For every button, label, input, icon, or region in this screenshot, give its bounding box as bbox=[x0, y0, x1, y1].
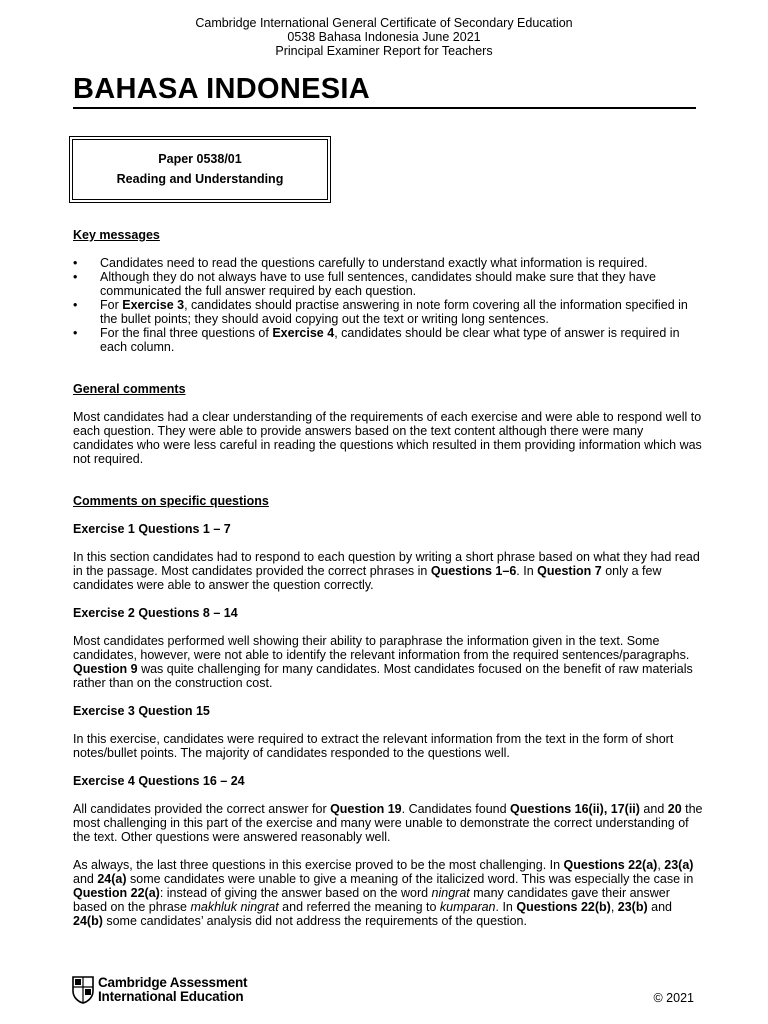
list-item bbox=[73, 326, 703, 354]
paper-name: Reading and Understanding bbox=[116, 172, 284, 186]
paper-code: Paper 0538/01 bbox=[158, 152, 242, 166]
exercise-3-heading: Exercise 3 Question 15 bbox=[73, 704, 210, 718]
bullet-icon: • bbox=[73, 298, 78, 312]
exercise-4-paragraph-2: As always, the last three questions in this exercise proved to be the most challenging. In Questions 22(a), 23(a) and 24(a) some candidates were unable to give a meaning of the italicized word. This was especially the case in Question 22(a): instead of giving the answer based on the word ningrat many candidates gave their answer based on the phrase makhluk ningrat and referred the meaning to kumparan. In Questions 22(b), 23(b) and 24(b) some candidates’ analysis did not address the requirements of the question. bbox=[73, 858, 694, 928]
key-messages-list bbox=[73, 256, 703, 354]
bullet-icon: • bbox=[73, 256, 78, 270]
cambridge-logo bbox=[72, 976, 272, 1006]
page-header bbox=[0, 16, 768, 58]
exercise-4-heading: Exercise 4 Questions 16 – 24 bbox=[73, 774, 245, 788]
header-line-2: 0538 Bahasa Indonesia June 2021 bbox=[287, 30, 481, 44]
bullet-text: Although they do not always have to use full sentences, candidates should make sure that they have communicated the full answer required by each question. bbox=[100, 270, 656, 298]
exercise-4-paragraph-1: All candidates provided the correct answer for Question 19. Candidates found Questions 16(ii), 17(ii) and 20 the most challenging in this part of the exercise and many were unable to demonstrate the correct understanding of the text. Other questions were answered reasonably well. bbox=[73, 802, 703, 844]
document-title: BAHASA INDONESIA bbox=[73, 72, 696, 109]
logo-line-2: International Education bbox=[98, 989, 244, 1004]
logo-wordmark bbox=[98, 976, 247, 1004]
bullet-text: For Exercise 3, candidates should practise answering in note form covering all the information specified in the bullet points; they should avoid copying out the text or writing long sentences. bbox=[100, 298, 688, 326]
specific-comments-heading: Comments on specific questions bbox=[73, 494, 269, 508]
list-item bbox=[73, 270, 703, 298]
general-comments-heading: General comments bbox=[73, 382, 186, 396]
list-item bbox=[73, 256, 703, 270]
exercise-1-heading: Exercise 1 Questions 1 – 7 bbox=[73, 522, 231, 536]
bullet-icon: • bbox=[73, 270, 78, 284]
report-body bbox=[73, 228, 703, 928]
exercise-2-text: Most candidates performed well showing their ability to paraphrase the information given in the text. Some candidates, however, were not able to identify the relevant information from the required sentences/paragraphs. Question 9 was quite challenging for many candidates. Most candidates focused on the benefit of raw materials rather than on the construction cost. bbox=[73, 634, 693, 690]
header-line-3: Principal Examiner Report for Teachers bbox=[275, 44, 493, 58]
header-line-1: Cambridge International General Certificate of Secondary Education bbox=[195, 16, 573, 30]
exercise-3-text: In this exercise, candidates were required to extract the relevant information from the text in the form of short notes/bullet points. The majority of candidates responded to the questions well. bbox=[73, 732, 674, 760]
logo-line-1: Cambridge Assessment bbox=[98, 975, 248, 990]
copyright: © 2021 bbox=[653, 991, 694, 1005]
key-messages-heading: Key messages bbox=[73, 228, 160, 242]
bullet-text: For the final three questions of Exercise 4, candidates should be clear what type of answer is required in each column. bbox=[100, 326, 680, 354]
cambridge-shield-icon bbox=[72, 976, 94, 1004]
bullet-text: Candidates need to read the questions carefully to understand exactly what information is required. bbox=[100, 256, 648, 270]
exercise-1-text: In this section candidates had to respond to each question by writing a short phrase based on what they had read in the passage. Most candidates provided the correct phrases in Questions 1–6. In Question 7 only a few candidates were able to answer the question correctly. bbox=[73, 550, 700, 592]
exercise-2-heading: Exercise 2 Questions 8 – 14 bbox=[73, 606, 238, 620]
general-comments-text: Most candidates had a clear understanding of the requirements of each exercise and were able to respond well to each question. They were able to provide answers based on the text content although there were many candidates who were less careful in reading the questions which resulted in them providing information which was not required. bbox=[73, 410, 702, 466]
list-item bbox=[73, 298, 703, 326]
bullet-icon: • bbox=[73, 326, 78, 340]
paper-box bbox=[72, 139, 328, 200]
